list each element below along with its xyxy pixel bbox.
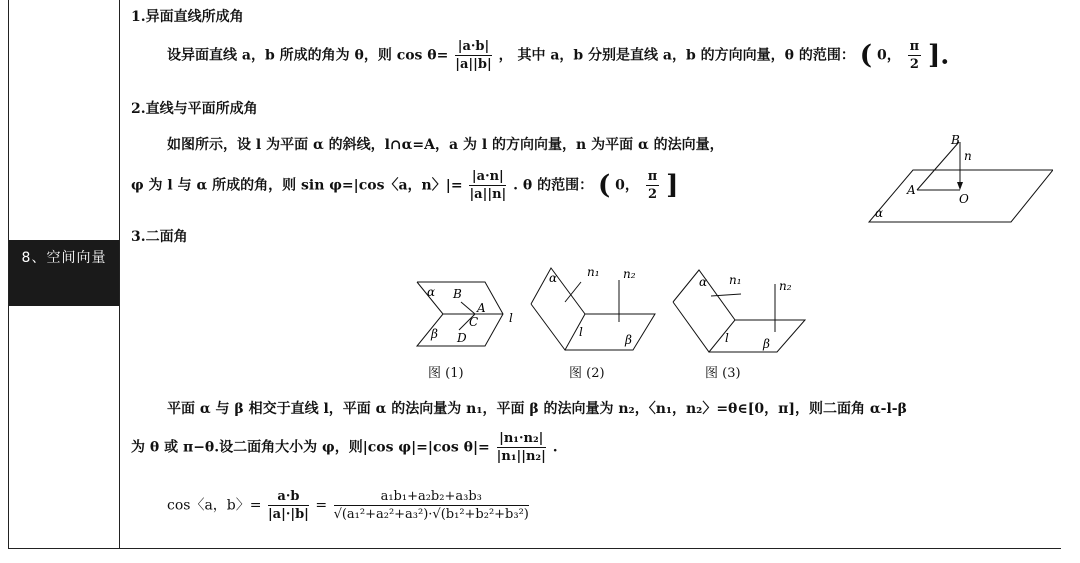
cosine-fraction-1 bbox=[268, 488, 309, 523]
fig1-beta-label: β bbox=[431, 327, 438, 341]
fraction-denominator: 2 bbox=[648, 187, 658, 202]
section-label-text: 8、空间向量 bbox=[21, 250, 107, 266]
plane-alpha-label: α bbox=[875, 206, 884, 220]
fig1-alpha-label: α bbox=[427, 285, 436, 299]
fig3-normal-n1 bbox=[711, 294, 741, 296]
fig3-alpha-label: α bbox=[699, 275, 708, 289]
fraction-denominator: 2 bbox=[909, 57, 919, 72]
skew-lines-formula-line bbox=[167, 38, 949, 73]
equals-sign: = bbox=[315, 497, 328, 514]
fig2-plane-alpha bbox=[531, 268, 585, 350]
range-open-paren: ( bbox=[859, 40, 873, 71]
fraction-numerator: |a·b| bbox=[455, 38, 491, 56]
line-plane-figure bbox=[863, 130, 1053, 226]
skew-lines-fraction bbox=[455, 38, 491, 73]
dihedral-figure-2 bbox=[529, 262, 659, 352]
range-close-bracket: ]. bbox=[927, 40, 950, 71]
fraction-denominator: |a||b| bbox=[455, 57, 492, 72]
cosine-text-pre: cos〈a，b〉= bbox=[167, 497, 262, 514]
skew-lines-text-pre: 设异面直线 a，b 所成的角为 θ，则 cos θ= bbox=[167, 47, 449, 64]
normal-arrowhead bbox=[957, 182, 963, 190]
range-fraction bbox=[646, 168, 660, 203]
fraction-numerator: π bbox=[909, 39, 920, 54]
range-open-paren: ( bbox=[597, 170, 611, 201]
fig2-beta-label: β bbox=[625, 333, 632, 347]
fraction-denominator: |a||n| bbox=[469, 187, 507, 202]
fraction-denominator: √(a₁²+a₂²+a₃²)·√(b₁²+b₂²+b₃²) bbox=[333, 507, 529, 522]
point-B-label: B bbox=[951, 133, 960, 147]
heading-skew-lines-angle: 1.异面直线所成角 bbox=[131, 9, 244, 25]
fig2-alpha-label: α bbox=[549, 271, 558, 285]
line-plane-formula-line bbox=[131, 168, 678, 203]
dihedral-text-post: . bbox=[552, 439, 558, 456]
fig1-A-label: A bbox=[477, 301, 486, 315]
cosine-fraction-2 bbox=[334, 488, 529, 523]
fig3-l-label: l bbox=[725, 331, 729, 345]
fig1-C-label: C bbox=[469, 315, 479, 329]
point-A-label: A bbox=[907, 183, 916, 197]
section-label bbox=[9, 240, 119, 306]
fig1-D-label: D bbox=[457, 331, 467, 345]
skew-lines-text-mid: ， 其中 a，b 分别是直线 a，b 的方向向量，θ 的范围： bbox=[498, 47, 855, 64]
fig2-normal-n1 bbox=[565, 282, 581, 302]
fig3-n1-label: n₁ bbox=[729, 273, 742, 287]
dihedral-text-pre: 为 θ 或 π−θ.设二面角大小为 φ，则|cos φ|=|cos θ|= bbox=[131, 439, 490, 456]
fig2-caption: 图 (2) bbox=[569, 366, 605, 381]
fraction-numerator: a₁b₁+a₂b₂+a₃b₃ bbox=[334, 488, 529, 506]
range-close-bracket: ] bbox=[666, 170, 679, 201]
fig2-n2-label: n₂ bbox=[623, 267, 636, 281]
line-plane-fraction bbox=[469, 168, 506, 203]
heading-dihedral-angle: 3.二面角 bbox=[131, 229, 188, 245]
fig2-l-label: l bbox=[579, 325, 583, 339]
dihedral-text-line1: 平面 α 与 β 相交于直线 l，平面 α 的法向量为 n₁，平面 β 的法向量为 n₂，〈n₁，n₂〉=θ∈[0，π]，则二面角 α-l-β bbox=[167, 401, 907, 417]
fraction-numerator: |n₁·n₂| bbox=[497, 430, 546, 448]
fig1-B-label: B bbox=[453, 287, 462, 301]
range-values: 0， bbox=[876, 47, 901, 64]
fig1-ray-upper bbox=[461, 302, 475, 314]
fig1-l-label: l bbox=[509, 311, 513, 325]
line-plane-text-line1: 如图所示，设 l 为平面 α 的斜线，l∩α=A，a 为 l 的方向向量，n 为平面 α 的法向量， bbox=[167, 137, 724, 153]
dihedral-fraction bbox=[497, 430, 546, 465]
point-O-label: O bbox=[959, 192, 969, 206]
fig3-plane-beta bbox=[709, 320, 805, 352]
oblique-line bbox=[917, 142, 959, 190]
fig1-caption: 图 (1) bbox=[428, 366, 464, 381]
dihedral-formula-line bbox=[131, 430, 558, 465]
fraction-denominator: |n₁||n₂| bbox=[496, 449, 546, 464]
heading-line-plane-angle: 2.直线与平面所成角 bbox=[131, 101, 258, 117]
fig2-n1-label: n₁ bbox=[587, 265, 600, 279]
fraction-numerator: |a·n| bbox=[469, 168, 506, 186]
line-plane-text-post: . θ 的范围： bbox=[513, 177, 594, 194]
fig3-caption: 图 (3) bbox=[705, 366, 741, 381]
dihedral-figure-1 bbox=[413, 280, 523, 348]
dihedral-figure-3 bbox=[671, 268, 811, 358]
content-area bbox=[131, 0, 1060, 548]
cosine-formula-line bbox=[167, 488, 531, 523]
fig3-beta-label: β bbox=[763, 337, 770, 351]
line-plane-text-pre: φ 为 l 与 α 所成的角，则 sin φ=|cos〈a，n〉|= bbox=[131, 177, 463, 194]
fraction-numerator: a·b bbox=[268, 488, 309, 506]
fig3-n2-label: n₂ bbox=[779, 279, 792, 293]
range-values: 0， bbox=[615, 177, 639, 194]
fraction-numerator: π bbox=[647, 169, 658, 184]
vector-n-label: n bbox=[964, 149, 972, 163]
range-fraction bbox=[908, 38, 922, 73]
fraction-denominator: |a|·|b| bbox=[267, 507, 309, 522]
